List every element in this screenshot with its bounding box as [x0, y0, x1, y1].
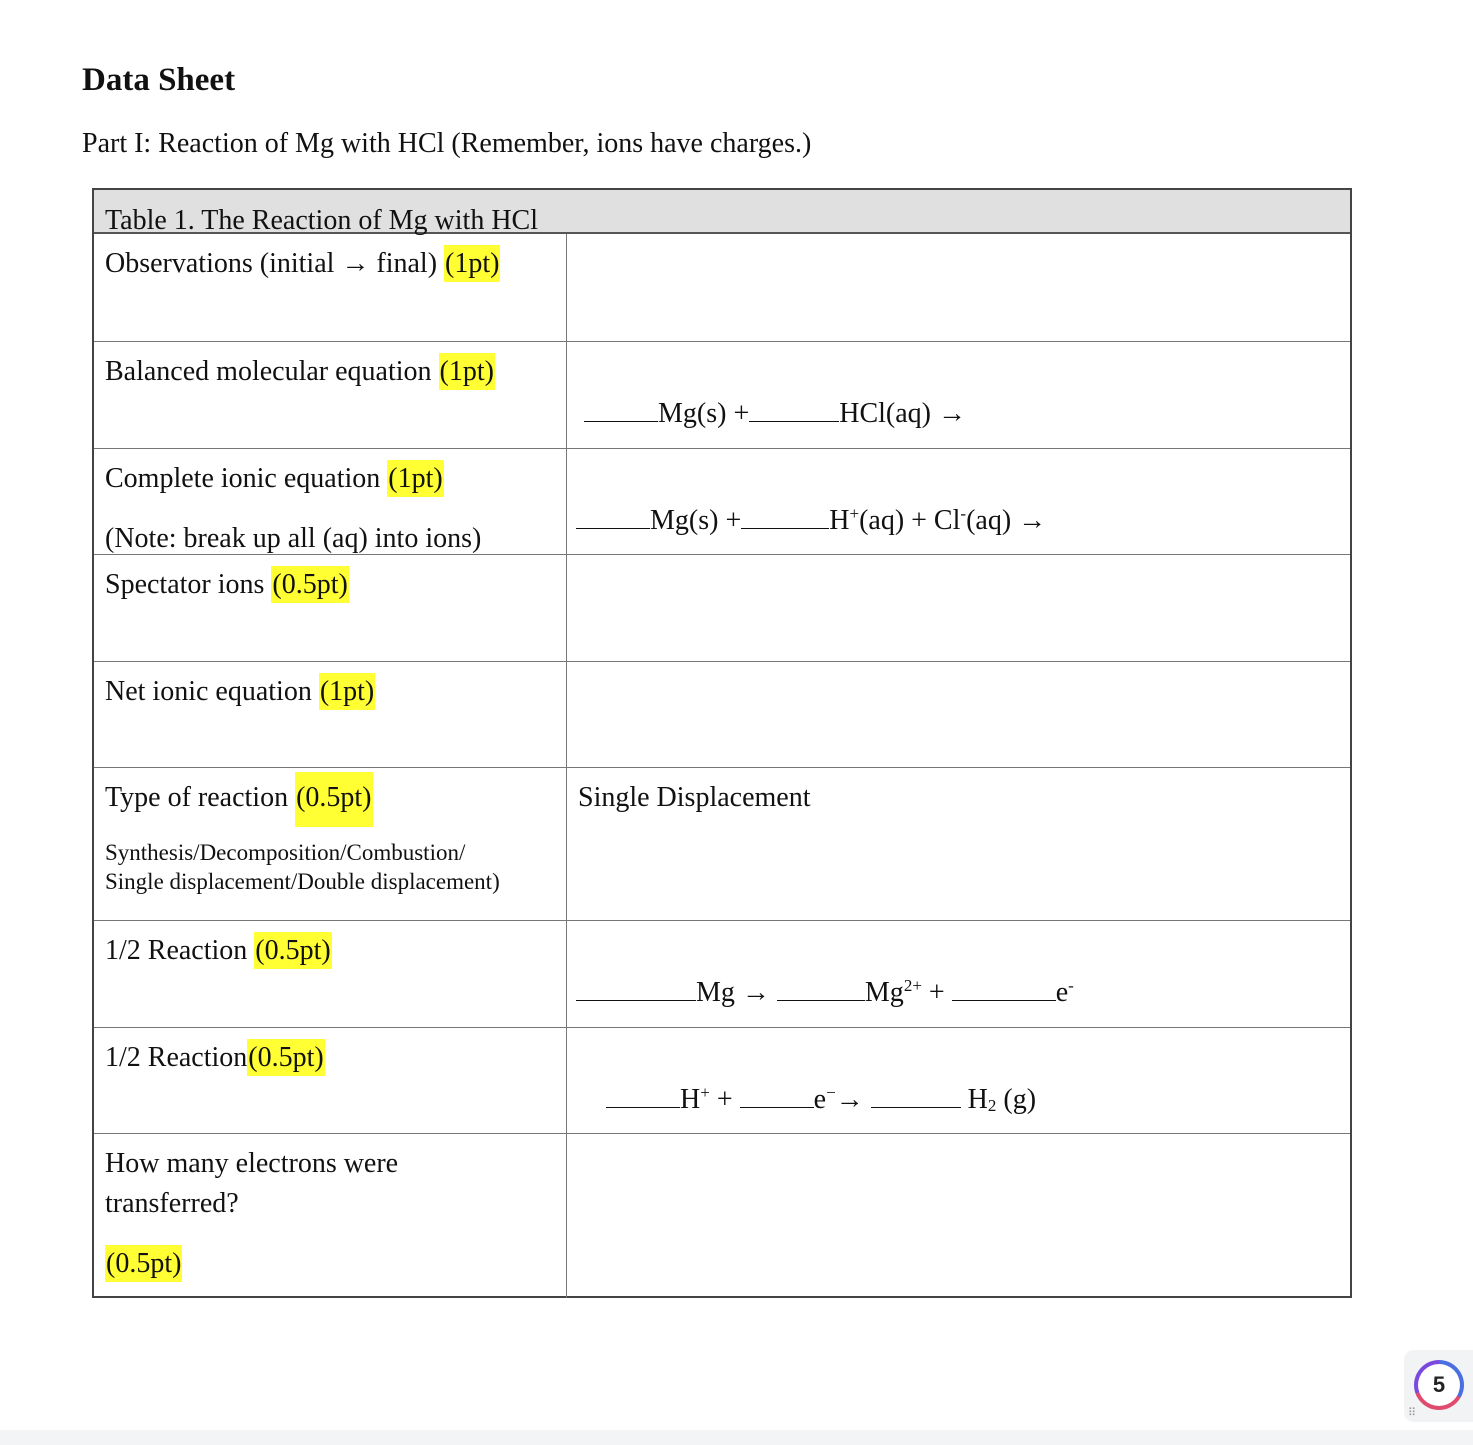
row-half-reaction-2	[94, 1027, 1350, 1134]
table-caption	[94, 190, 1350, 234]
points-badge: (1pt)	[444, 245, 500, 282]
label-observations: Observations (initial → final) (1pt)	[105, 248, 500, 280]
coefficient-blank[interactable]	[576, 999, 696, 1001]
label-spectator-ions: Spectator ions (0.5pt)	[105, 569, 349, 601]
points-badge: (0.5pt)	[295, 772, 372, 827]
molecular-equation: Mg(s) + HCl(aq) →	[584, 398, 966, 430]
points-badge: (0.5pt)	[254, 932, 331, 969]
label-half-reaction-1: 1/2 Reaction (0.5pt)	[105, 935, 332, 967]
label-reaction-type: Type of reaction (0.5pt)	[105, 782, 373, 814]
points-badge: (0.5pt)	[247, 1039, 324, 1076]
table-caption-text: Table 1. The Reaction of Mg with HCl	[105, 205, 539, 235]
reaction-type-answer: Single Displacement	[578, 782, 811, 813]
coefficient-blank[interactable]	[871, 1106, 961, 1108]
row-observations	[94, 234, 1350, 340]
points-badge: (0.5pt)	[271, 566, 348, 603]
label-electrons-line2: transferred?	[105, 1188, 239, 1219]
bottom-bar	[0, 1430, 1473, 1445]
coefficient-blank[interactable]	[777, 999, 865, 1001]
coefficient-blank[interactable]	[952, 999, 1056, 1001]
label-complete-ionic: Complete ionic equation (1pt)	[105, 463, 444, 495]
part-heading: Part I: Reaction of Mg with HCl (Remember, ions have charges.)	[82, 128, 812, 159]
reaction-table	[92, 188, 1352, 1298]
notification-count: 5	[1418, 1364, 1460, 1406]
half-reaction-2-equation: $H^+ + e^-\to H_2$ (g)	[606, 1084, 1036, 1116]
coefficient-blank[interactable]	[741, 527, 829, 529]
row-spectator-ions	[94, 554, 1350, 661]
label-electrons-points	[105, 1248, 182, 1280]
page-title: Data Sheet	[82, 62, 236, 98]
drag-handle-icon[interactable]: ⠿	[1408, 1406, 1417, 1419]
complete-ionic-equation: Mg(s) + H+(aq) + Cl-(aq) →	[576, 505, 1046, 537]
points-badge: (1pt)	[319, 673, 375, 710]
notification-widget[interactable]	[1404, 1350, 1473, 1422]
complete-ionic-note: (Note: break up all (aq) into ions)	[105, 523, 482, 554]
row-net-ionic	[94, 661, 1350, 768]
label-half-reaction-2: 1/2 Reaction(0.5pt)	[105, 1042, 325, 1074]
label-electrons-line1: How many electrons were	[105, 1148, 399, 1179]
coefficient-blank[interactable]	[576, 527, 650, 529]
row-complete-ionic	[94, 448, 1350, 555]
label-net-ionic: Net ionic equation (1pt)	[105, 676, 375, 708]
half-reaction-1-equation: $Mg \to Mg^{2+} + e^-$	[576, 977, 1074, 1009]
row-electrons-transferred	[94, 1133, 1350, 1299]
points-badge: (1pt)	[387, 460, 443, 497]
notification-badge[interactable]	[1414, 1360, 1464, 1410]
label-molecular-equation: Balanced molecular equation (1pt)	[105, 356, 495, 388]
coefficient-blank[interactable]	[584, 420, 658, 422]
coefficient-blank[interactable]	[606, 1106, 680, 1108]
points-badge: (1pt)	[439, 353, 495, 390]
row-half-reaction-1	[94, 920, 1350, 1027]
points-badge: (0.5pt)	[105, 1245, 182, 1282]
coefficient-blank[interactable]	[740, 1106, 814, 1108]
reaction-type-options: Synthesis/Decomposition/Combustion/ Single displacement/Double displacement)	[105, 840, 500, 894]
coefficient-blank[interactable]	[749, 420, 839, 422]
row-reaction-type	[94, 767, 1350, 920]
row-molecular-equation	[94, 341, 1350, 448]
